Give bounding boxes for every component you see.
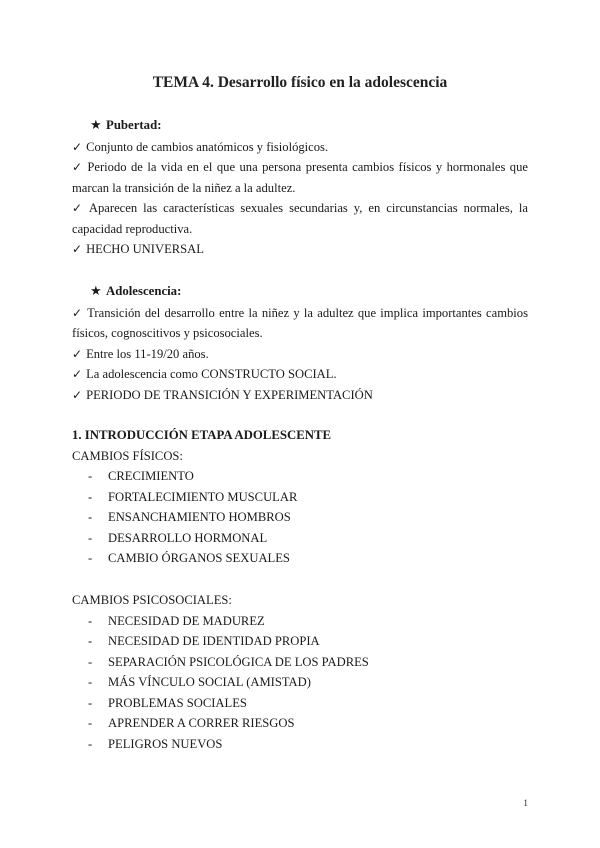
- check-icon: ✓: [72, 160, 84, 174]
- list-item: [72, 611, 528, 632]
- item-text: Entre los 11-19/20 años.: [86, 346, 209, 361]
- star-icon: ★: [90, 118, 102, 132]
- heading-label: Adolescencia:: [106, 284, 182, 298]
- item-text: PELIGROS NUEVOS: [108, 736, 223, 751]
- item-text: PERIODO DE TRANSICIÓN Y EXPERIMENTACIÓN: [86, 387, 373, 402]
- list-item: [72, 157, 528, 198]
- check-icon: ✓: [72, 201, 85, 215]
- section-heading-adolescencia: [72, 281, 528, 302]
- section-pubertad: [72, 115, 528, 260]
- check-icon: ✓: [72, 367, 83, 381]
- list-item: [72, 385, 528, 406]
- item-text: PROBLEMAS SOCIALES: [108, 695, 247, 710]
- list-item: [72, 713, 528, 734]
- dash-bullet: -: [88, 736, 93, 751]
- list-item: [72, 693, 528, 714]
- check-icon: ✓: [72, 139, 83, 154]
- item-text: Periodo de la vida en el que una persona presenta cambios físicos y hormonales que marcan la transición de la niñez a la adultez.: [72, 160, 528, 195]
- dash-bullet: -: [88, 634, 93, 648]
- list-item: [72, 528, 528, 549]
- dash-bullet: -: [88, 613, 93, 628]
- item-text: Transición del desarrollo entre la niñez y la adultez que implica importantes cambios físicos, cognoscitivos y psicosociales.: [72, 305, 529, 340]
- item-text: Aparecen las características sexuales secundarias y, en circunstancias normales, la capacidad reproductiva.: [72, 201, 528, 236]
- list-item: [72, 652, 528, 673]
- section-heading-pubertad: [72, 115, 528, 136]
- item-text: La adolescencia como CONSTRUCTO SOCIAL.: [86, 367, 337, 381]
- list-item: [72, 364, 528, 385]
- dash-bullet: -: [88, 469, 93, 483]
- list-item: [72, 507, 528, 528]
- dash-bullet: -: [88, 510, 93, 524]
- item-text: APRENDER A CORRER RIESGOS: [108, 716, 295, 730]
- item-text: NECESIDAD DE IDENTIDAD PROPIA: [108, 634, 320, 648]
- heading-label: Pubertad:: [106, 118, 162, 132]
- list-item: [72, 734, 528, 755]
- star-icon: ★: [90, 284, 102, 298]
- section-heading-introduccion: 1. INTRODUCCIÓN ETAPA ADOLESCENTE: [72, 428, 332, 442]
- dash-bullet: -: [88, 489, 93, 504]
- item-text: SEPARACIÓN PSICOLÓGICA DE LOS PADRES: [108, 654, 369, 669]
- check-icon: ✓: [72, 387, 83, 402]
- check-icon: ✓: [72, 242, 83, 256]
- item-text: FORTALECIMIENTO MUSCULAR: [108, 489, 298, 504]
- item-text: DESARROLLO HORMONAL: [108, 530, 268, 545]
- check-icon: ✓: [72, 346, 83, 361]
- page-number: 1: [523, 799, 528, 809]
- cambios-psicosociales-label: CAMBIOS PSICOSOCIALES:: [72, 593, 232, 607]
- item-text: CAMBIO ÓRGANOS SEXUALES: [108, 551, 290, 565]
- dash-bullet: -: [88, 716, 93, 730]
- page-title: TEMA 4. Desarrollo físico en la adolescencia: [152, 74, 448, 91]
- list-item: [72, 344, 528, 365]
- list-item: [72, 466, 528, 487]
- list-item: [72, 672, 528, 693]
- dash-bullet: -: [88, 551, 93, 565]
- section-introduccion: [72, 425, 528, 569]
- list-item: [72, 303, 528, 344]
- dash-bullet: -: [88, 695, 93, 710]
- item-text: Conjunto de cambios anatómicos y fisiológicos.: [86, 139, 329, 154]
- list-item: [72, 239, 528, 260]
- item-text: ENSANCHAMIENTO HOMBROS: [108, 510, 291, 524]
- list-item: [72, 631, 528, 652]
- item-text: NECESIDAD DE MADUREZ: [108, 613, 265, 628]
- cambios-fisicos-list: [72, 466, 528, 569]
- dash-bullet: -: [88, 675, 93, 689]
- section-cambios-psicosociales: [72, 590, 528, 754]
- section-adolescencia: [72, 281, 528, 405]
- item-text: HECHO UNIVERSAL: [86, 242, 204, 256]
- dash-bullet: -: [88, 530, 93, 545]
- dash-bullet: -: [88, 654, 93, 669]
- check-icon: ✓: [72, 305, 84, 320]
- list-item: [72, 548, 528, 569]
- cambios-fisicos-label: CAMBIOS FÍSICOS:: [72, 448, 183, 463]
- list-item: [72, 137, 528, 158]
- cambios-psicosociales-list: [72, 611, 528, 755]
- list-item: [72, 198, 528, 239]
- item-text: MÁS VÍNCULO SOCIAL (AMISTAD): [108, 675, 311, 689]
- item-text: CRECIMIENTO: [108, 469, 194, 483]
- list-item: [72, 487, 528, 508]
